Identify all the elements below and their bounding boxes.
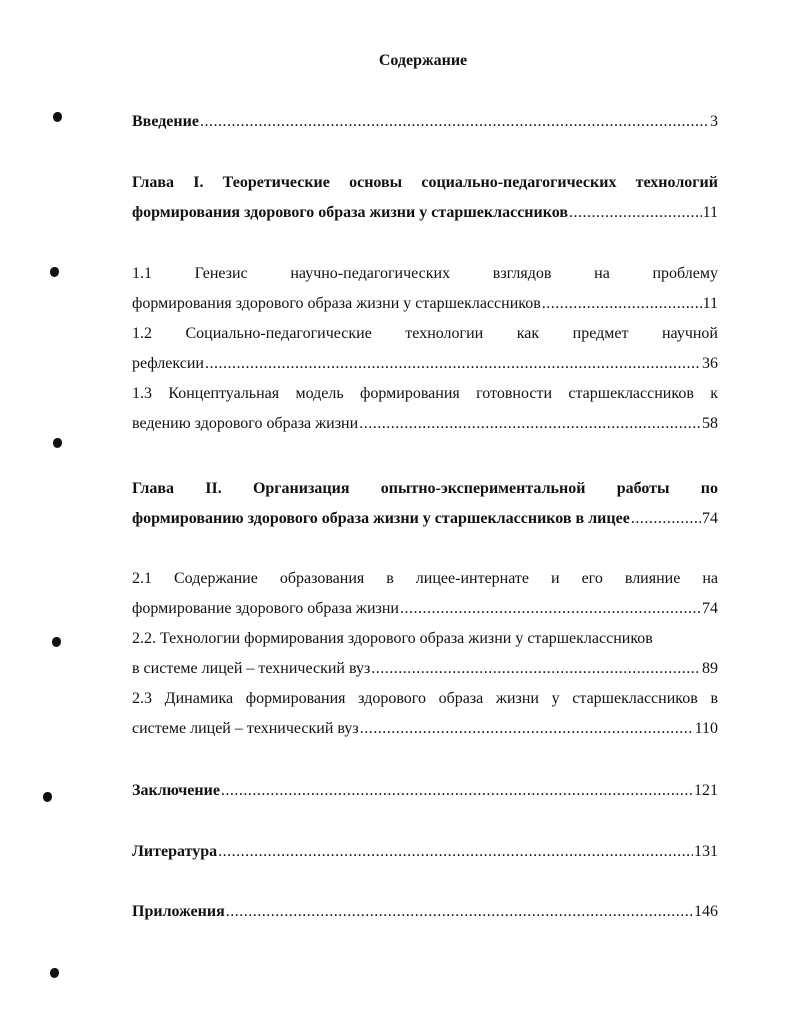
toc-chapter-1: [132, 168, 718, 228]
toc-section: [132, 259, 718, 319]
leader-dots: [631, 504, 701, 534]
toc-page-number: 121: [694, 782, 718, 799]
toc-page-number: 146: [694, 903, 718, 920]
punch-hole-mark: [53, 112, 62, 122]
punch-hole-mark: [53, 438, 62, 448]
toc-section-title-line: 1.3 Концептуальная модель формирования готовности старшеклассников к: [132, 385, 718, 402]
punch-hole-mark: [43, 792, 52, 802]
toc-chapter-2-sections: [132, 564, 718, 744]
toc-section-title-line: 2.3 Динамика формирования здорового образа жизни у старшеклассников в: [132, 690, 718, 707]
toc-entry-label: Приложения: [132, 903, 225, 920]
toc-page-number: 11: [702, 204, 718, 221]
toc-entry-label: Литература: [132, 843, 218, 860]
leader-dots: [221, 776, 693, 806]
toc-section: [132, 624, 718, 684]
toc-section-title-line: ведению здорового образа жизни: [132, 415, 359, 432]
toc-section-title-line: 1.2 Социально-педагогические технологии как предмет научной: [132, 325, 718, 342]
leader-dots: [400, 594, 701, 624]
toc-page-number: 89: [702, 660, 718, 677]
toc-chapter-1-sections: [132, 259, 718, 439]
toc-entry-appendix: [132, 897, 718, 927]
leader-dots: [569, 198, 702, 228]
leader-dots: [205, 349, 701, 379]
toc-section: [132, 684, 718, 744]
leader-dots: [371, 654, 701, 684]
toc-chapter-2: [132, 474, 718, 534]
page-title: Содержание: [378, 52, 468, 69]
toc-entry-conclusion: [132, 776, 718, 806]
toc-section-title-line: формирование здорового образа жизни: [132, 600, 399, 617]
toc-entry-literature: [132, 837, 718, 867]
toc-page-number: 131: [694, 843, 718, 860]
leader-dots: [360, 714, 694, 744]
toc-page-number: 110: [694, 720, 718, 737]
leader-dots: [218, 837, 693, 867]
toc-entry-label: Введение: [132, 113, 199, 130]
punch-hole-mark: [50, 267, 59, 277]
leader-dots: [542, 289, 702, 319]
toc-entry-intro: [132, 107, 718, 137]
toc-section: [132, 564, 718, 624]
toc-page-number: 74: [702, 600, 718, 617]
toc-chapter-title-line: Глава I. Теоретические основы социально-педагогических технологий: [132, 174, 718, 191]
toc-section: [132, 319, 718, 379]
leader-dots: [226, 897, 693, 927]
toc-page-number: 36: [702, 355, 718, 372]
toc-section: [132, 379, 718, 439]
punch-hole-mark: [52, 637, 61, 647]
toc-section-title-line: рефлексии: [132, 355, 204, 372]
toc-section-title-line: 2.2. Технологии формирования здорового образа жизни у старшеклассников: [132, 630, 653, 647]
punch-hole-mark: [50, 968, 59, 978]
toc-section-title-line: 1.1 Генезис научно-педагогических взглядов на проблему: [132, 265, 718, 282]
toc-section-title-line: системе лицей – технический вуз: [132, 720, 359, 737]
toc-page-number: 3: [710, 113, 718, 130]
leader-dots: [200, 107, 709, 137]
toc-page-number: 74: [702, 510, 718, 527]
toc-entry-label: Заключение: [132, 782, 220, 799]
toc-section-title-line: 2.1 Содержание образования в лицее-интернате и его влияние на: [132, 570, 718, 587]
toc-chapter-title-line: формированию здорового образа жизни у старшеклассников в лицее: [132, 510, 630, 527]
toc-chapter-title-line: формирования здорового образа жизни у старшеклассников: [132, 204, 568, 221]
toc-chapter-title-line: Глава II. Организация опытно-экспериментальной работы по: [132, 480, 718, 497]
toc-page-number: 11: [702, 295, 718, 312]
toc-section-title-line: формирования здорового образа жизни у старшеклассников: [132, 295, 541, 312]
leader-dots: [359, 409, 701, 439]
toc-page-number: 58: [702, 415, 718, 432]
toc-section-title-line: в системе лицей – технический вуз: [132, 660, 371, 677]
